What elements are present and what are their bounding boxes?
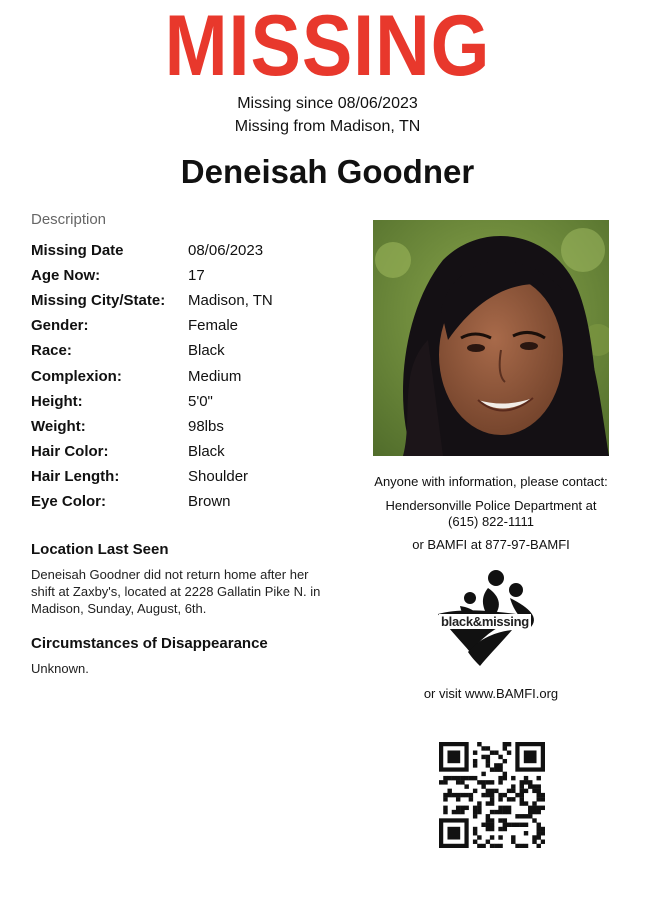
detail-row xyxy=(31,389,351,414)
detail-label: Gender: xyxy=(31,317,89,335)
logo-wordmark xyxy=(439,614,531,629)
detail-row xyxy=(31,363,351,388)
circumstances-title: Circumstances of Disappearance xyxy=(31,635,268,652)
detail-value: 5'0" xyxy=(188,392,213,410)
detail-value: Medium xyxy=(188,367,242,385)
contact-agency: Hendersonville Police Department at xyxy=(385,498,597,513)
detail-label: Missing City/State: xyxy=(31,292,166,310)
detail-label: Race: xyxy=(31,342,72,360)
detail-value: Shoulder xyxy=(188,467,249,485)
detail-label: Eye Color: xyxy=(31,492,107,510)
detail-label: Hair Length: xyxy=(31,467,120,485)
detail-label: Hair Color: xyxy=(31,442,109,460)
detail-value: Female xyxy=(188,317,239,335)
missing-since-text: Missing since 08/06/2023 xyxy=(237,95,418,112)
qr-code-icon xyxy=(439,742,545,848)
detail-label: Weight: xyxy=(31,417,86,435)
detail-row xyxy=(31,439,351,464)
detail-value: 17 xyxy=(188,267,205,285)
detail-label: Age Now: xyxy=(31,267,101,285)
location-title: Location Last Seen xyxy=(31,541,169,558)
detail-label: Complexion: xyxy=(31,367,122,385)
detail-row xyxy=(31,464,351,489)
detail-row xyxy=(31,414,351,439)
detail-row xyxy=(31,263,351,288)
description-heading: Description xyxy=(31,211,107,228)
contact-phone: (615) 822-1111 xyxy=(447,514,534,529)
missing-from-text: Missing from Madison, TN xyxy=(234,118,421,135)
contact-bamfi: or BAMFI at 877-97-BAMFI xyxy=(412,537,570,552)
logo-text: black&missing xyxy=(441,614,529,629)
contact-website: or visit www.BAMFI.org xyxy=(423,686,559,701)
detail-row xyxy=(31,238,351,263)
detail-row xyxy=(31,313,351,338)
detail-row xyxy=(31,338,351,363)
black-and-missing-logo xyxy=(430,568,550,668)
detail-label: Missing Date xyxy=(31,242,124,260)
detail-value: Black xyxy=(188,342,225,360)
circumstances-text: Unknown. xyxy=(31,661,89,676)
person-name: Deneisah Goodner xyxy=(180,153,475,190)
location-text: Deneisah Goodner did not return home after her shift at Zaxby's, located at 2228 Gallatin Pike N. in Madison, Sunday, August, 6th. xyxy=(31,567,321,616)
detail-row xyxy=(31,489,351,514)
detail-value: Brown xyxy=(188,492,231,510)
detail-value: Madison, TN xyxy=(188,292,273,310)
person-photo xyxy=(373,220,609,456)
person-photo-graphic xyxy=(373,220,609,456)
detail-label: Height: xyxy=(31,392,83,410)
qr-code xyxy=(439,742,545,848)
details-table xyxy=(31,238,351,514)
detail-row xyxy=(31,288,351,313)
detail-value: 98lbs xyxy=(188,417,224,435)
detail-value: 08/06/2023 xyxy=(188,242,264,260)
missing-headline: MISSING xyxy=(164,0,491,94)
contact-intro: Anyone with information, please contact: xyxy=(374,474,608,489)
detail-value: Black xyxy=(188,442,225,460)
